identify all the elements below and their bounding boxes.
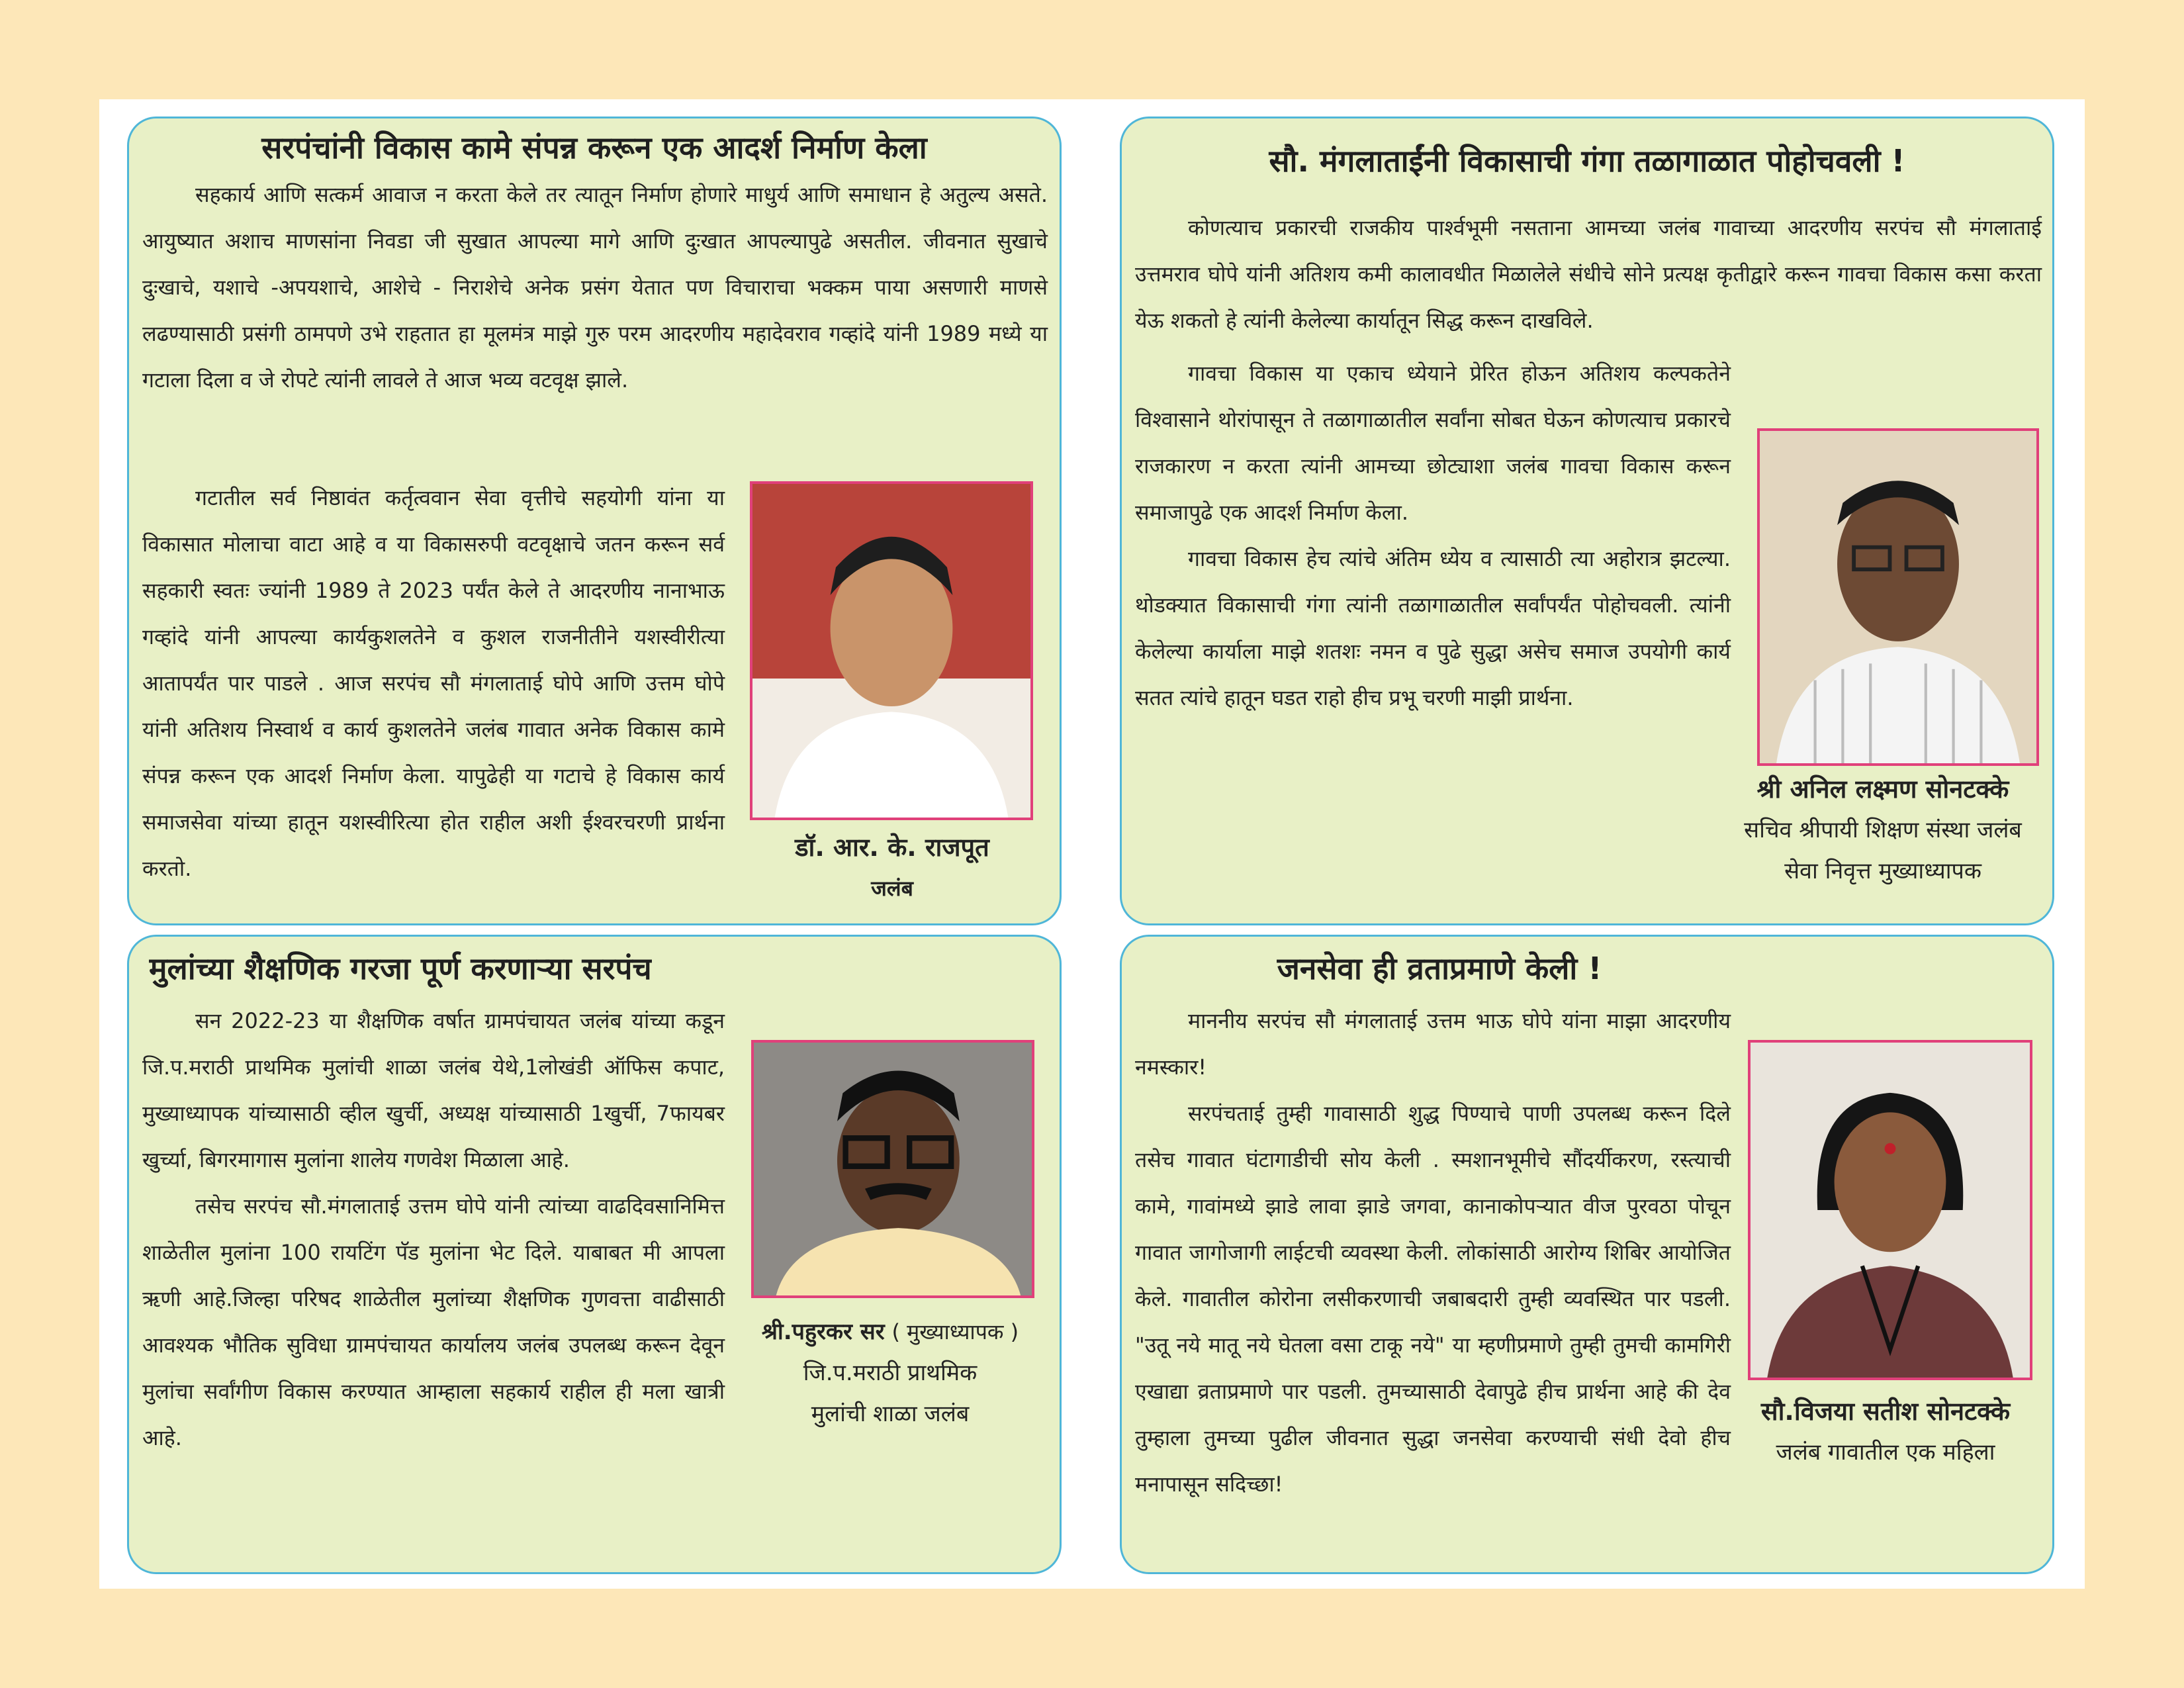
- caption-line: जलंब गावातील एक महिला: [1776, 1439, 1995, 1466]
- portrait-man-icon: [752, 484, 1030, 818]
- portrait-photo: [750, 481, 1033, 820]
- article-title: मुलांच्या शैक्षणिक गरजा पूर्ण करणाऱ्या सरपंच: [149, 951, 652, 986]
- article-body: [1135, 998, 1731, 1568]
- caption-name-row: [725, 1311, 1056, 1352]
- portrait-man-icon: [1760, 431, 2036, 763]
- caption-name: श्री.पहुरकर सर: [761, 1319, 885, 1345]
- article-paragraph: सन 2022-23 या शैक्षणिक वर्षात ग्रामपंचायत जलंब यांच्या कडून जि.प.मराठी प्राथमिक मुलांची शाळा जलंब येथे,1लोखंडी ऑफिस कपाट, मुख्याध्यापक यांच्यासाठी व्हील खुर्ची, अध्यक्ष यांच्यासाठी 1खुर्ची, 7फायबर खुर्च्या, बिगरमागास मुलांना शालेय गणवेश मिळाला आहे.: [142, 1008, 725, 1172]
- article-card-2: [1120, 117, 2054, 925]
- article-card-3: [127, 935, 1062, 1574]
- article-paragraph: कोणत्याच प्रकारची राजकीय पार्श्वभूमी नसताना आमच्या जलंब गावाच्या आदरणीय सरपंच सौ मंगलाताई उत्तमराव घोपे यांनी अतिशय कमी कालावधीत मिळालेले संधीचे सोने प्रत्यक्ष कृतीद्वारे करून गावचा विकास कसा करता येऊ शकतो हे त्यांनी केलेल्या कार्यातून सिद्ध करून दाखविले.: [1135, 215, 2042, 333]
- portrait-photo: [751, 1040, 1034, 1298]
- caption-name: डॉ. आर. के. राजपूत: [795, 833, 989, 862]
- caption-role: ( मुख्याध्यापक ): [891, 1319, 1019, 1344]
- caption-line: जि.प.मराठी प्राथमिक: [803, 1360, 978, 1386]
- portrait-photo: [1757, 428, 2039, 766]
- article-card-4: [1120, 935, 2054, 1574]
- article-paragraph: सहकार्य आणि सत्कर्म आवाज न करता केले तर त्यातून निर्माण होणारे माधुर्य आणि समाधान हे अतुल्य असते. आयुष्यात अशाच माणसांना निवडा जी सुखात आपल्या मागे आणि दुःखात आपल्यापुढे असतील. जीवनात सुखाचे दुःखाचे, यशाचे -अपयशाचे, आशेचे - निराशेचे अनेक प्रसंग येतात पण विचाराचा भक्कम पाया असणारी माणसे लढण्यासाठी प्रसंगी ठामपणे उभे राहतात हा मूलमंत्र माझे गुरु परम आदरणीय महादेवराव गव्हांदे यांनी 1989 मध्ये या गटाला दिला व जे रोपटे त्यांनी लावले ते आज भव्य वटवृक्ष झाले.: [142, 182, 1048, 393]
- article-paragraph: गटातील सर्व निष्ठावंत कर्तृत्ववान सेवा वृत्तीचे सहयोगी यांना या विकासात मोलाचा वाटा आहे व या विकासरुपी वटवृक्षाचे जतन करून सर्व सहकारी स्वतः ज्यांनी 1989 ते 2023 पर्यंत केले ते आदरणीय नानाभाऊ गव्हांदे यांनी आपल्या कार्यकुशलतेने व कुशल राजनीतीने यशस्वीरीत्या आतापर्यंत पार पाडले . आज सरपंच सौ मंगलाताई घोपे आणि उत्तम घोपे यांनी अतिशय निस्वार्थ व कार्य कुशलतेने जलंब गावात अनेक विकास कामे संपन्न करून एक आदर्श निर्माण केला. यापुढेही या गटाचे हे विकास कार्य समाजसेवा यांच्या हातून यशस्वीरित्या होत राहील अशी ईश्वरचरणी प्रार्थना करतो.: [142, 485, 725, 881]
- caption: [738, 827, 1046, 909]
- article-title: सरपंचांनी विकास कामे संपन्न करून एक आदर्श निर्माण केला: [261, 130, 927, 165]
- article-title: जनसेवा ही व्रताप्रमाणे केली !: [1277, 951, 1602, 986]
- caption-line: सचिव श्रीपायी शिक्षण संस्था जलंब: [1744, 817, 2022, 843]
- article-paragraph: माननीय सरपंच सौ मंगलाताई उत्तम भाऊ घोपे यांना माझा आदरणीय नमस्कार!: [1135, 1008, 1731, 1080]
- caption-line: सेवा निवृत्त मुख्याध्यापक: [1784, 858, 1981, 884]
- article-paragraph: तसेच सरपंच सौ.मंगलाताई उत्तम घोपे यांनी त्यांच्या वाढदिवसानिमित्त शाळेतील मुलांना 100 रायटिंग पॅड मुलांना भेट दिले. याबाबत मी आपला ऋणी आहे.जिल्हा परिषद शाळेतील मुलांच्या शैक्षणिक गुणवत्ता वाढीसाठी आवश्यक भौतिक सुविधा ग्रामपंचायत कार्यालय जलंब उपलब्ध करून देवून मुलांचा सर्वांगीण विकास करण्यात आम्हाला सहकार्य राहील ही मला खात्री आहे.: [142, 1194, 725, 1450]
- article-paragraph: सरपंचताई तुम्ही गावासाठी शुद्ध पिण्याचे पाणी उपलब्ध करून दिले तसेच गावात घंटागाडीची सोय केली . स्मशानभूमीचे सौंदर्यीकरण, रस्त्याची कामे, गावांमध्ये झाडे लावा झाडे जगवा, कानाकोपऱ्यात वीज पुरवठा पोचून गावात जागोजागी लाईटची व्यवस्था केली. लोकांसाठी आरोग्य शिबिर आयोजित केले. गावातील कोरोना लसीकरणाची जबाबदारी तुम्ही व्यवस्थित पार पडली. "उतू नये मातू नये घेतला वसा टाकू नये" या म्हणीप्रमाणे तुम्ही तुमची कामगिरी एखाद्या व्रताप्रमाणे पार पडली. तुमच्यासाठी देवापुढे हीच प्रार्थना आहे की देव तुम्हाला तुमच्या पुढील जीवनात सुद्धा जनसेवा करण्याची संधी देवो हीच मनापासून सदिच्छा!: [1135, 1101, 1731, 1497]
- article-body: [142, 998, 725, 1568]
- portrait-man-icon: [754, 1043, 1032, 1295]
- caption-name: सौ.विजया सतीश सोनटक्के: [1760, 1397, 2011, 1426]
- article-body: [142, 171, 1048, 496]
- portrait-woman-icon: [1751, 1043, 2030, 1378]
- article-paragraph: गावचा विकास या एकाच ध्येयाने प्रेरित होऊन अतिशय कल्पकतेने विश्वासाने थोरांपासून ते तळागाळातील सर्वांना सोबत घेऊन कोणत्याच प्रकारचे राजकारण न करता त्यांनी आमच्या छोट्याशा जलंब गावचा विकास करून समाजापुढे एक आदर्श निर्माण केला.: [1135, 361, 1731, 525]
- newspaper-sheet: [99, 99, 2085, 1589]
- caption: [1717, 1391, 2054, 1473]
- caption: [1711, 769, 2054, 892]
- caption: [725, 1311, 1056, 1434]
- caption-name: श्री अनिल लक्ष्मण सोनटक्के: [1756, 774, 2009, 804]
- caption-line: मुलांची शाळा जलंब: [811, 1401, 970, 1427]
- article-body-wrap: [1135, 350, 1731, 721]
- portrait-photo: [1748, 1040, 2032, 1380]
- article-body-wrap: [142, 475, 725, 918]
- article-title: सौ. मंगलाताईंनी विकासाची गंगा तळागाळात पोहोचवली !: [1269, 143, 1905, 179]
- article-paragraph: गावचा विकास हेच त्यांचे अंतिम ध्येय व त्यासाठी त्या अहोरात्र झटल्या. थोडक्यात विकासाची गंगा त्यांनी तळागाळातील सर्वांपर्यंत पोहोचवली. त्यांनी केलेल्या कार्याला माझे शतशः नमन व पुढे सुद्धा असेच समाज उपयोगी कार्य सतत त्यांचे हातून घडत राहो हीच प्रभू चरणी माझी प्रार्थना.: [1135, 546, 1731, 710]
- caption-line: जलंब: [871, 876, 913, 901]
- article-card-1: [127, 117, 1062, 925]
